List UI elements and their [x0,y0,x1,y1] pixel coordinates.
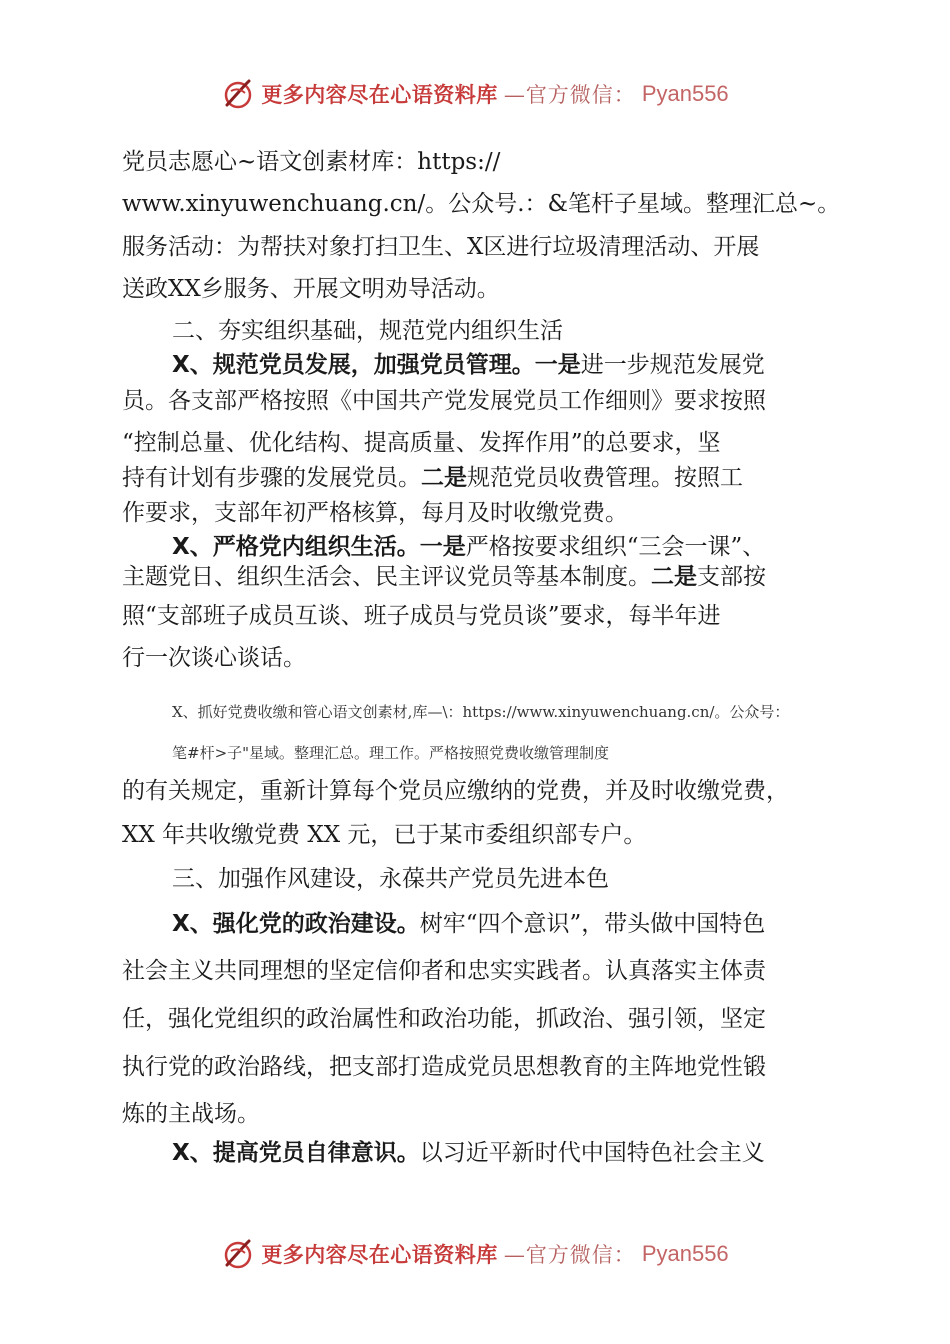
brush-logo-icon [221,77,255,111]
text-line: “控制总量、优化结构、提高质量、发挥作用”的总要求，坚 [122,430,721,456]
text-line: 行一次谈心谈话。 [122,645,306,671]
text-span: 持有计划有步骤的发展党员。 [122,465,421,491]
paragraph-line [172,909,765,939]
text-line: 炼的主战场。 [122,1101,260,1127]
paragraph-title: X、规范党员发展，加强党员管理。 [172,352,535,378]
text-span: 严格按要求组织“三会一课”、 [465,534,766,560]
footer-watermark-banner [0,1232,950,1276]
text-line: 执行党的政治路线，把支部打造成党员思想教育的主阵地党性锻 [122,1054,766,1080]
header-watermark-banner [0,72,950,116]
paragraph-line [122,463,743,493]
text-line: 的有关规定，重新计算每个党员应缴纳的党费，并及时收缴党费， [122,778,789,804]
banner-suffix: —官方微信： [503,83,636,107]
text-line: 照“支部班子成员互谈、班子成员与党员谈”要求，每半年进 [122,603,721,629]
paragraph-line [172,1138,765,1168]
paragraph-line [172,350,765,380]
banner-wechat-id: Pyan556 [641,81,729,106]
text-span: 支部按 [697,564,766,590]
small-text-line: 笔#杆>子"星域。整理汇总。理工作。严格按照党费收缴管理制度 [172,744,610,762]
point-marker: 一是 [419,534,466,560]
banner-suffix: —官方微信： [503,1243,636,1267]
point-marker: 二是 [651,564,697,590]
text-span: 主题党日、组织生活会、民主评议党员等基本制度。 [122,564,651,590]
section-heading: 三、加强作风建设，永葆共产党员先进本色 [172,866,609,892]
paragraph-title: X、强化党的政治建设。 [172,911,420,937]
text-line: XX 年共收缴党费 XX 元，已于某市委组织部专户。 [122,822,647,848]
text-line: 作要求，支部年初严格核算，每月及时收缴党费。 [122,500,628,526]
banner-wechat-id: Pyan556 [641,1241,729,1266]
text-line: 员。各支部严格按照《中国共产党发展党员工作细则》要求按照 [122,388,766,414]
brush-logo-icon [221,1237,255,1271]
text-span: 规范党员收费管理。按照工 [467,465,743,491]
text-span: 树牢“四个意识”，带头做中国特色 [419,911,766,937]
banner-text: 更多内容尽在心语资料库 [261,82,498,107]
paragraph-title: X、严格党内组织生活。 [172,534,420,560]
text-line: 任，强化党组织的政治属性和政治功能，抓政治、强引领，坚定 [122,1006,766,1032]
text-span: 进一步规范发展党 [580,352,765,378]
point-marker: 二是 [421,465,467,491]
text-span: 以习近平新时代中国特色社会主义 [419,1140,765,1166]
text-line: 社会主义共同理想的坚定信仰者和忠实实践者。认真落实主体责 [122,958,766,984]
text-line: 党员志愿心~语文创素材库：https:// [122,149,501,175]
text-line: www.xinyuwenchuang.cn/。公众号.：&笔杆子星域。整理汇总~。 [122,191,841,217]
text-line: 服务活动：为帮扶对象打扫卫生、X区进行垃圾清理活动、开展 [122,234,760,260]
banner-text: 更多内容尽在心语资料库 [261,1242,498,1267]
paragraph-line [172,532,765,562]
section-heading: 二、夯实组织基础，规范党内组织生活 [172,318,563,344]
point-marker: 一是 [534,352,581,378]
text-line: 送政XX乡服务、开展文明劝导活动。 [122,276,500,302]
paragraph-line [122,562,766,592]
small-text-line: X、抓好党费收缴和管心语文创素材,库—\：https://www.xinyuwenchuang.cn/。公众号： [172,703,790,721]
paragraph-title: X、提高党员自律意识。 [172,1140,420,1166]
